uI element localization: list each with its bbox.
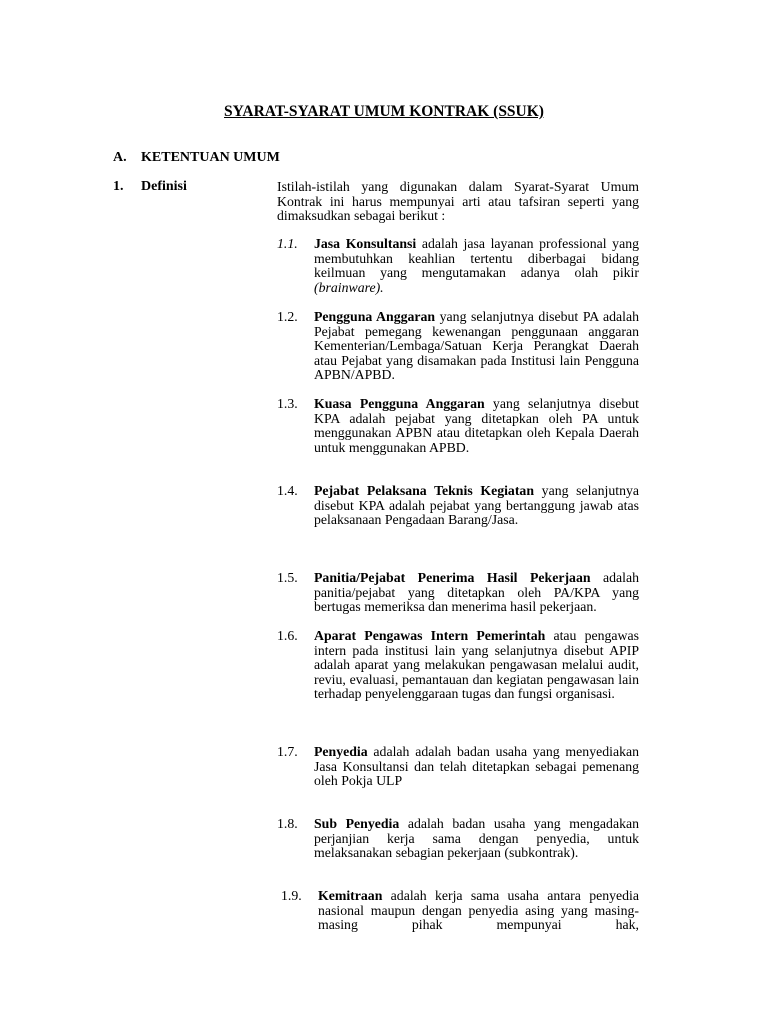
definition-item — [277, 745, 639, 789]
item-term: Pengguna Anggaran — [314, 309, 436, 324]
item-text — [314, 745, 639, 789]
definition-item — [277, 629, 639, 702]
subsection-number: 1. — [113, 179, 124, 194]
item-number: 1.6. — [277, 628, 298, 643]
item-term: Jasa Konsultansi — [314, 236, 417, 251]
item-text — [314, 237, 639, 295]
definition-item — [277, 817, 639, 861]
item-body: yang selanjutnya disebut PA adalah Pejabat pemegang kewenangan penggunaan anggaran Kementerian/Lembaga/Satuan Kerja Perangkat Daerah atau Pejabat yang disamakan pada Institusi lain Pengguna APBN/APBD. — [314, 309, 639, 383]
item-body: yang selanjutnya disebut KPA adalah pejabat yang ditetapkan oleh PA untuk menggunakan APBN atau ditetapkan oleh Kepala Daerah untuk menggunakan APBD. — [314, 396, 639, 455]
section-label: KETENTUAN UMUM — [141, 150, 280, 165]
item-term: Sub Penyedia — [314, 816, 400, 831]
definition-item — [277, 397, 639, 455]
item-body: adalah badan usaha yang mengadakan perjanjian kerja sama dengan penyedia, untuk melaksanakan sebagian pekerjaan (subkontrak). — [314, 816, 639, 861]
item-body: adalah panitia/pejabat yang ditetapkan oleh PA/KPA yang bertugas memeriksa dan menerima hasil pekerjaan. — [314, 570, 640, 615]
item-body: adalah jasa layanan professional yang membutuhkan keahlian tertentu diberbagai bidang keilmuan yang mengutamakan adanya olah pikir — [314, 236, 639, 281]
item-number: 1.5. — [277, 570, 298, 585]
document-title: SYARAT-SYARAT UMUM KONTRAK (SSUK) — [224, 103, 544, 120]
item-number: 1.2. — [277, 309, 298, 324]
section-letter: A. — [113, 150, 127, 165]
subsection-heading — [113, 179, 187, 195]
item-term: Panitia/Pejabat Penerima Hasil Pekerjaan — [314, 570, 591, 585]
item-term: Kuasa Pengguna Anggaran — [314, 396, 485, 411]
definition-item — [277, 571, 639, 615]
definition-item — [281, 889, 639, 933]
item-body: atau pengawas intern pada institusi lain yang selanjutnya disebut APIP adalah aparat yang melakukan pengawasan melalui audit, reviu, evaluasi, pemantauan dan kegiatan pengawasan lain terhadap penyelenggaraan tugas dan fungsi organisasi. — [314, 628, 639, 702]
definition-item — [277, 237, 639, 295]
item-body: adalah adalah badan usaha yang menyediakan Jasa Konsultansi dan telah ditetapkan sebagai pemenang oleh Pokja ULP — [314, 744, 639, 789]
item-text — [314, 484, 639, 528]
item-term: Kemitraan — [318, 888, 383, 903]
section-heading — [113, 150, 280, 166]
item-term: Penyedia — [314, 744, 368, 759]
item-number: 1.9. — [281, 888, 302, 903]
item-text — [314, 397, 639, 455]
intro-paragraph: Istilah-istilah yang digunakan dalam Syarat-Syarat Umum Kontrak ini harus mempunyai arti atau tafsiran seperti yang dimaksudkan sebagai berikut : — [277, 179, 639, 224]
item-number: 1.4. — [277, 483, 298, 498]
item-term: Aparat Pengawas Intern Pemerintah — [314, 628, 546, 643]
item-number: 1.7. — [277, 744, 298, 759]
item-text — [318, 889, 639, 933]
item-text — [314, 817, 639, 861]
item-body: yang selanjutnya disebut KPA adalah pejabat yang bertanggung jawab atas pelaksanaan Pengadaan Barang/Jasa. — [314, 483, 639, 528]
item-term: Pejabat Pelaksana Teknis Kegiatan — [314, 483, 535, 498]
item-number: 1.8. — [277, 816, 298, 831]
definition-item — [277, 484, 639, 528]
item-number: 1.3. — [277, 396, 298, 411]
item-number: 1.1. — [277, 236, 298, 251]
subsection-label: Definisi — [141, 179, 187, 194]
definition-item — [277, 310, 639, 383]
item-text — [314, 571, 639, 615]
item-text — [314, 310, 639, 383]
item-text — [314, 629, 639, 702]
item-body: adalah kerja sama usaha antara penyedia nasional maupun dengan penyedia asing yang masing-masing pihak mempunyai hak, — [318, 888, 639, 933]
item-note: (brainware). — [314, 279, 384, 295]
